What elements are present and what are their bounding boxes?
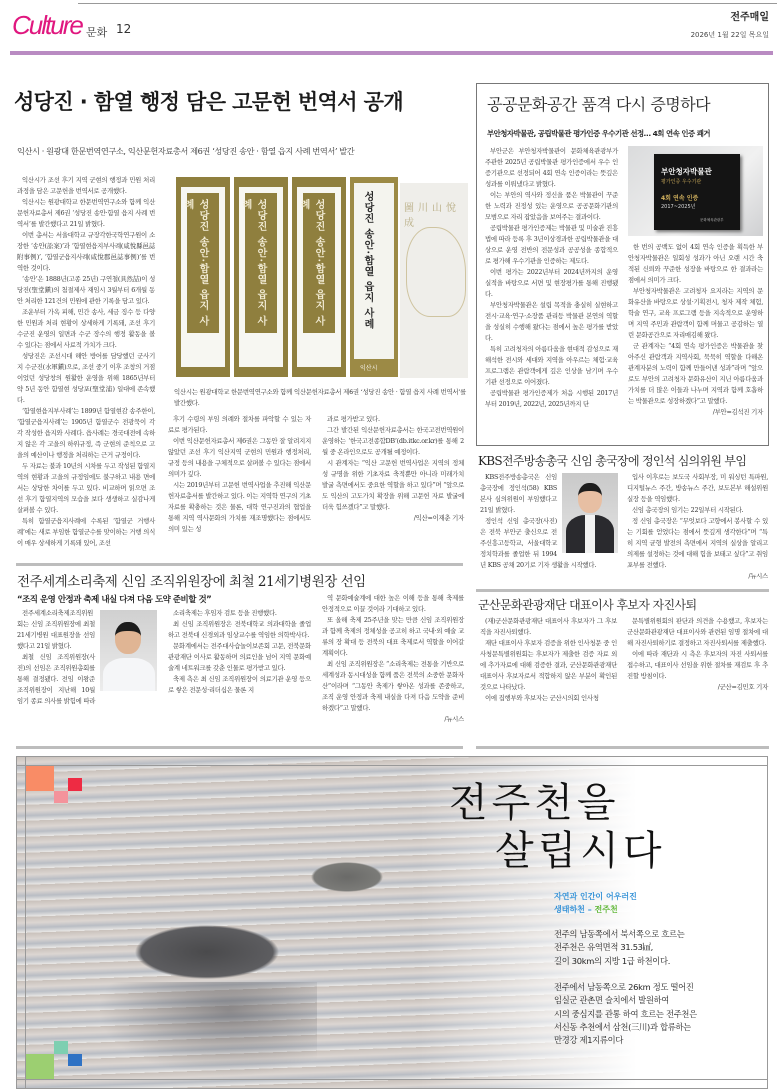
divider xyxy=(16,746,463,749)
book-case: 성당진 송안·함열 읍지 사례 xyxy=(292,177,346,377)
sori-col-3: 역 문화예술계에 대한 높은 이해 등을 통해 축제를 안정적으로 이끌 것이라 기대하고 있다. 또 올해 축제 25주년을 맞는 만큼 신임 조직위원장과 함께 축제의 정체성을 공고히 하고 국내·외 예술 교류의 장 확대 등 전북의 대표 축제로서 역할을 이어갈 계획이다. 최 신임 조직위원장은 “소리축제는 전통을 기반으로 세계성과 동시대성을 함께 품은 전북의 소중한 문화자산”이라며 “그동안 축제가 쌓아온 성과를 존중하고, 조직 운영 안정과 축제 내실을 다져 다음 도약을 준비하겠다”고 말했다. /뉴시스 xyxy=(322,594,464,723)
kbs-col-1: KBS전주방송총국은 신임 총국장에 정인석(58) KBS 본사 심의위원이 부임했다고 21일 밝혔다. 정인석 신임 총국장(사진)은 전북 부안군 출신으로 전주신흥고등학교, 서울대학교 정치학과를 졸업한 뒤 1994년 KBS 공채 20기로 기자 생활을 시작했다. xyxy=(480,472,618,571)
book-photo xyxy=(172,175,468,383)
deco-square xyxy=(54,791,68,803)
deco-square xyxy=(68,778,82,791)
ad-title-line2: 살립시다 xyxy=(495,828,666,874)
photo-caption: 익산시는 원광대학교 한문번역연구소와 함께 익산문헌자료총서 제6권 ‘성당진 송안 · 함열 읍지 사례 번역서’를 발간했다. xyxy=(174,388,466,407)
divider xyxy=(476,589,769,592)
book-cover: 圖川山悅成 xyxy=(400,183,468,378)
sori-portrait-photo xyxy=(100,610,157,691)
book-case: 성당진 송안·함열 읍지 사례 xyxy=(176,177,230,377)
deco-square xyxy=(26,766,54,791)
buan-photo xyxy=(628,146,763,236)
main-subhead: 익산시 · 원광대 한문번역연구소, 익산문헌자료총서 제6권 ‘성당진 송안 · 함열 읍지 사례 번역서’ 발간 xyxy=(17,146,355,156)
book-spine: 성당진 송안·함열 읍지 사례 익산시 xyxy=(350,177,398,377)
sori-subhead: “조직 운영 안정과 축제 내실 다져 다음 도약 준비할 것” xyxy=(17,595,212,605)
gunsan-headline: 군산문화관광재단 대표이사 후보자 자진사퇴 xyxy=(478,598,697,612)
deco-square xyxy=(26,1054,54,1079)
ad-tagline-1: 자연과 인간이 어우러진 xyxy=(554,892,637,901)
sori-headline: 전주세계소리축제 신임 조직위원장에 최철 21세기병원장 선임 xyxy=(17,574,366,590)
gunsan-col-1: (재)군산문화관광재단 대표이사 후보자가 그 후보직을 자진사퇴했다. 재단 대표이사 후보자 검증을 위한 인사청문 중 인사청문특별위원회는 후보자가 제출한 검증 자료 외에 추가자료에 대해 검증한 결과, 군산문화관광재단 대표이사 후보자로서 적합하지 않은 부분이 확인된 것으로 나타났다. 이에 집행부와 후보자는 군산시의회 인사청 xyxy=(480,617,617,702)
ad-title-line1: 전주천을 xyxy=(449,780,620,826)
buan-headline: 공공문화공간 품격 다시 증명하다 xyxy=(487,95,711,114)
buan-subhead: 부안청자박물관, 공립박물관 평가인증 우수기관 선정… 4회 연속 인증 쾌거 xyxy=(487,129,710,138)
kbs-headline: KBS전주방송총국 신임 총국장에 정인석 심의위원 부임 xyxy=(478,454,747,468)
kbs-col-2: 입사 이후로는 보도국 사회부장, 미 워싱턴 특파원, 디지털뉴스 주간, 방송뉴스 주간, 보도본부 해설위원실장 등을 역임했다. 신임 총국장의 임기는 22일부터 시작된다. 정 신임 총국장은 “무엇보다 고향에서 봉사할 수 있는 기회를 얻었다는 점에서 뜻깊게 생각한다”며 “특히 지역 균형 발전의 측면에서 지역의 실상을 알리고 의제를 설정하는 것에 대해 힘을 보태고 싶다”고 취임 포부를 전했다. /뉴시스 xyxy=(627,473,768,580)
frame-line xyxy=(17,1079,768,1080)
sori-col-2: 소리축제는 후임자 검토 등을 진행했다. 최 신임 조직위원장은 전북대학교 의과대학을 졸업하고 전북대 신경외과 임상교수를 역임한 의학박사다. 문화계에서는 전주대사습놀이보존회 고문, 전북문화관광재단 이사로 활동하며 의료인을 넘어 지역 문화예술계 네트워크를 갖춘 인물로 평가받고 있다. 축제 측은 최 신임 조직위원장이 의료기관 운영 등으로 쌓은 전문성·리더십은 물론 지 xyxy=(168,609,311,694)
duck-reflection xyxy=(97,982,317,1077)
section-logo: Culture xyxy=(12,10,82,40)
divider xyxy=(16,563,463,566)
sori-col-1: 전주세계소리축제조직위원회는 신임 조직위원장에 최철 21세기병원 대표원장을 선임했다고 21일 밝혔다. 최철 신임 조직위원장(사진)의 선임은 조직위원총회를 통해 결정됐다. 전임 이왕준 조직위원장이 지난해 10월 임기 종료 의사를 밝힘에 따라 xyxy=(17,608,157,707)
book-case: 성당진 송안·함열 읍지 사례 xyxy=(234,177,288,377)
buan-col-1: 부안군은 부안청자박물관이 문화체육관광부가 주관한 2025년 공립박물관 평가인증에서 우수 인증기관으로 선정되어 4회 연속 인증이라는 뜻깊은 성과를 이뤄냈다고 밝혔다. 이는 부안의 역사와 정신을 품은 박물관이 꾸준한 노력과 진정성 있는 운영으로 공공문화기관의 모범으로 자리 잡았음을 보여주는 결과이다. 공립박물관 평가인증제는 박물관 및 미술관 진흥법에 따라 등록 후 3년이상경과한 공립박물관을 대상으로 운영 전반의 전문성과 공공성을 종합적으로 평가해 우수기관을 인증하는 제도다. 이번 평가는 2022년부터 2024년까지의 운영 실적을 바탕으로 서면 및 현장평가를 통해 진행됐다. 부안청자박물관은 설립 목적을 충실히 실현하고 전시·교육·연구·소장품 관리등 박물관 본연의 역할을 성실히 수행해 왔다는 점에서 높은 평가를 받았다. 특히 고려청자의 아름다움을 현대적 감성으로 재해석한 전시와 세대와 지역을 아우르는 체험·교육 프로그램은 관람객에게 깊은 인상을 남기며 우수기관 선정으로 이어졌다. 공립박물관 평가인증제가 처음 시행된 2017년부터 2019년, 2022년, 2025년까지 단 xyxy=(485,147,618,408)
main-col-3: 과로 평가받고 있다. 그간 발간된 익산문헌자료총서는 한국고전번역원이 운영하는 ‘한국고전종합DB’(db.itkc.or.kr)를 통해 2월 중 온라인으로도 공개될 예정이다. 시 관계자는 “익산 고문헌 번역사업은 지역의 정체성 규명을 위한 기초자료 축적뿐만 아니라 미래가치 발굴 측면에서도 중요한 역할을 하고 있다”며 “앞으로도 익산의 고도가치 확장을 위해 고문헌 자료 발굴에 더욱 힘쓰겠다”고 말했다. /익산=이재춘 기자 xyxy=(322,415,464,522)
page-number: 12 xyxy=(116,22,132,36)
gunsan-col-2: 문특별위원회의 판단과 의견을 수용했고, 후보자는 군산문화관광재단 대표이사와 관련된 임명 절차에 대해 자진사퇴하기로 결정하고 자진사퇴서를 제출했다. 이에 따라 재단과 시 측은 후보자의 자진 사퇴서를 접수하고, 대표이사 선임을 위한 절차를 재검토 후 추진할 방침이다. /군산=김민호 기자 xyxy=(627,617,768,691)
ad-paragraph-1: 전주의 남동쪽에서 북서쪽으로 흐르는 전주천은 유역면적 31.53㎢, 길이 30km의 지방 1급 하천이다. xyxy=(554,929,685,966)
certificate-book: 부안청자박물관 평가인증 우수기관 4회 연속 인증 2017~2025년 문화체육관광부 xyxy=(654,154,740,230)
divider xyxy=(476,746,769,749)
main-headline: 성당진 · 함열 행정 담은 고문헌 번역서 공개 xyxy=(14,90,404,114)
main-col-2: 후기 수령의 부임 의례와 절차를 파악할 수 있는 자료로 평가된다. 이번 익산문헌자료총서 제6권은 그동안 잘 알려지지 않았던 조선 후기 익산지역 군현의 민원과 행정처리, 규정 등의 내용을 구체적으로 살펴볼 수 있다는 점에서 의미가 깊다. 시는 2019년부터 고문헌 번역사업을 추진해 익산문헌자료총서를 발간하고 있다. 이는 지역학 연구의 기초자료를 확충하는 것은 물론, 대학 연구진과의 협업을 통해 지역 역사문화의 가치를 재조명했다는 점에서도 의미 있는 성 xyxy=(168,415,311,533)
masthead-rule xyxy=(10,51,773,55)
main-col-1: 익산시가 조선 후기 지역 군현의 행정과 민원 처리 과정을 담은 고문헌을 번역서로 공개했다. 익산시는 원광대학교 한문번역연구소와 함께 익산문헌자료총서 제6권 ‘성당진 송안·함열 읍지 사례 번역서’를 발간했다고 21일 밝혔다. 이번 총서는 서울대학교 규장각한국학연구원이 소장한 ‘송안(訟案)’과 ‘함열현읍지부사례(咸悅縣邑誌附事例)’, ‘함열군읍지사례(咸悅郡邑誌事例)’를 번역한 것이다. ‘송안’은 1888년(고종 25년) 구연철(具然喆)이 성당진(聖堂鎭)의 첨절제사 재임시 3월부터 6개월 동안 처리한 121건의 민원에 관한 기록을 담고 있다. 조운부터 가옥 피해, 민간 송사, 세금 징수 등 다양한 민원과 처리 현황이 상세하게 기록돼, 조선 후기 수군진 운영의 일면과 수군 장수의 행정 활동을 볼 수 있다는 점에서 사료적 가치가 크다. 성당진은 조선시대 해안 방어를 담당했던 군사기지 수군진(水軍鎭)으로, 조선 중기 이후 조창의 거점이었던 성당창의 원활한 운영을 위해 1865년부터 약 5년 동안 함열현 성당포(聖堂浦) 일대에 존속했다. ‘함열현읍지부사례’는 1899년 함열현감 송주한이, ‘함열군읍지사례’는 1905년 함열군수 전광묵이 각각 작성한 읍지와 사례다. 읍사례는 경국대전에 속하지 않은 각 고을의 하위규정, 즉 군현의 준칙으로 고을의 예산이나 행정을 처리하는 근거 규정이다. 두 자료는 불과 10년의 시차를 두고 작성된 함열지역의 현황과 고을의 규정임에도 불구하고 내용 면에서는 상당한 차이를 두고 있다. 비교하며 읽으면 조선 후기 함열지역의 모습을 보다 생생하고 실감나게 살펴볼 수 있다. 특히 함열군읍지사례에 수록된 ‘함열군 거행사례’에는 새로 부임한 함열군수를 맞이하는 거행 의식이 매우 상세하게 기록돼 있어, 조선 xyxy=(17,176,155,547)
ad-paragraph-2: 전주에서 남동쪽으로 26km 정도 떨어진 임실군 관촌면 슬치에서 발원하여 시의 중심지를 관통 하여 흐르는 전주천은 서신동 추천에서 삼천(三川)과 합류하는 만경강 제1지류이다 xyxy=(554,982,697,1046)
jeonjucheon-ad xyxy=(16,756,768,1089)
buan-col-2: 한 번의 공백도 없이 4회 연속 인증을 획득한 부안청자박물관은 일회성 성과가 아닌 오랜 시간 축적된 신뢰와 꾸준한 성장을 바탕으로 한 결과라는 점에서 의미가 크다. 부안청자박물관은 고려청자 요지라는 지역의 문화유산을 바탕으로 상설·기획전시, 청자 제작 체험, 학술 연구, 교육 프로그램 등을 지속적으로 운영하며 지역 주민과 관람객이 함께 머물고 공감하는 열린 문화공간으로 자리매김해 왔다. 군 관계자는 “4회 연속 평가인증은 박물관을 찾아주신 관람객과 지역사회, 묵묵히 역할을 다해온 관계자분의 노력이 함께 만들어낸 성과”라며 “앞으로도 부안의 고려청자 문화유산이 지닌 아름다움과 가치를 더 많은 이들과 나누며 지역과 함께 호흡하는 박물관으로 성장하겠다”고 말했다. /부안=김석진 기자 xyxy=(628,243,763,416)
paper-name: 전주매일 xyxy=(730,12,769,23)
top-rule xyxy=(78,3,777,4)
issue-date: 2026년 1월 22일 목요일 xyxy=(690,31,769,39)
frame-line xyxy=(25,757,26,1089)
kbs-portrait-photo xyxy=(562,473,618,553)
section-name: 문화 xyxy=(86,26,108,39)
ad-tagline-2: 생태하천 – 전주천 xyxy=(554,905,618,914)
frame-line xyxy=(17,765,768,766)
deco-square xyxy=(68,1054,82,1066)
deco-square xyxy=(54,1041,68,1054)
